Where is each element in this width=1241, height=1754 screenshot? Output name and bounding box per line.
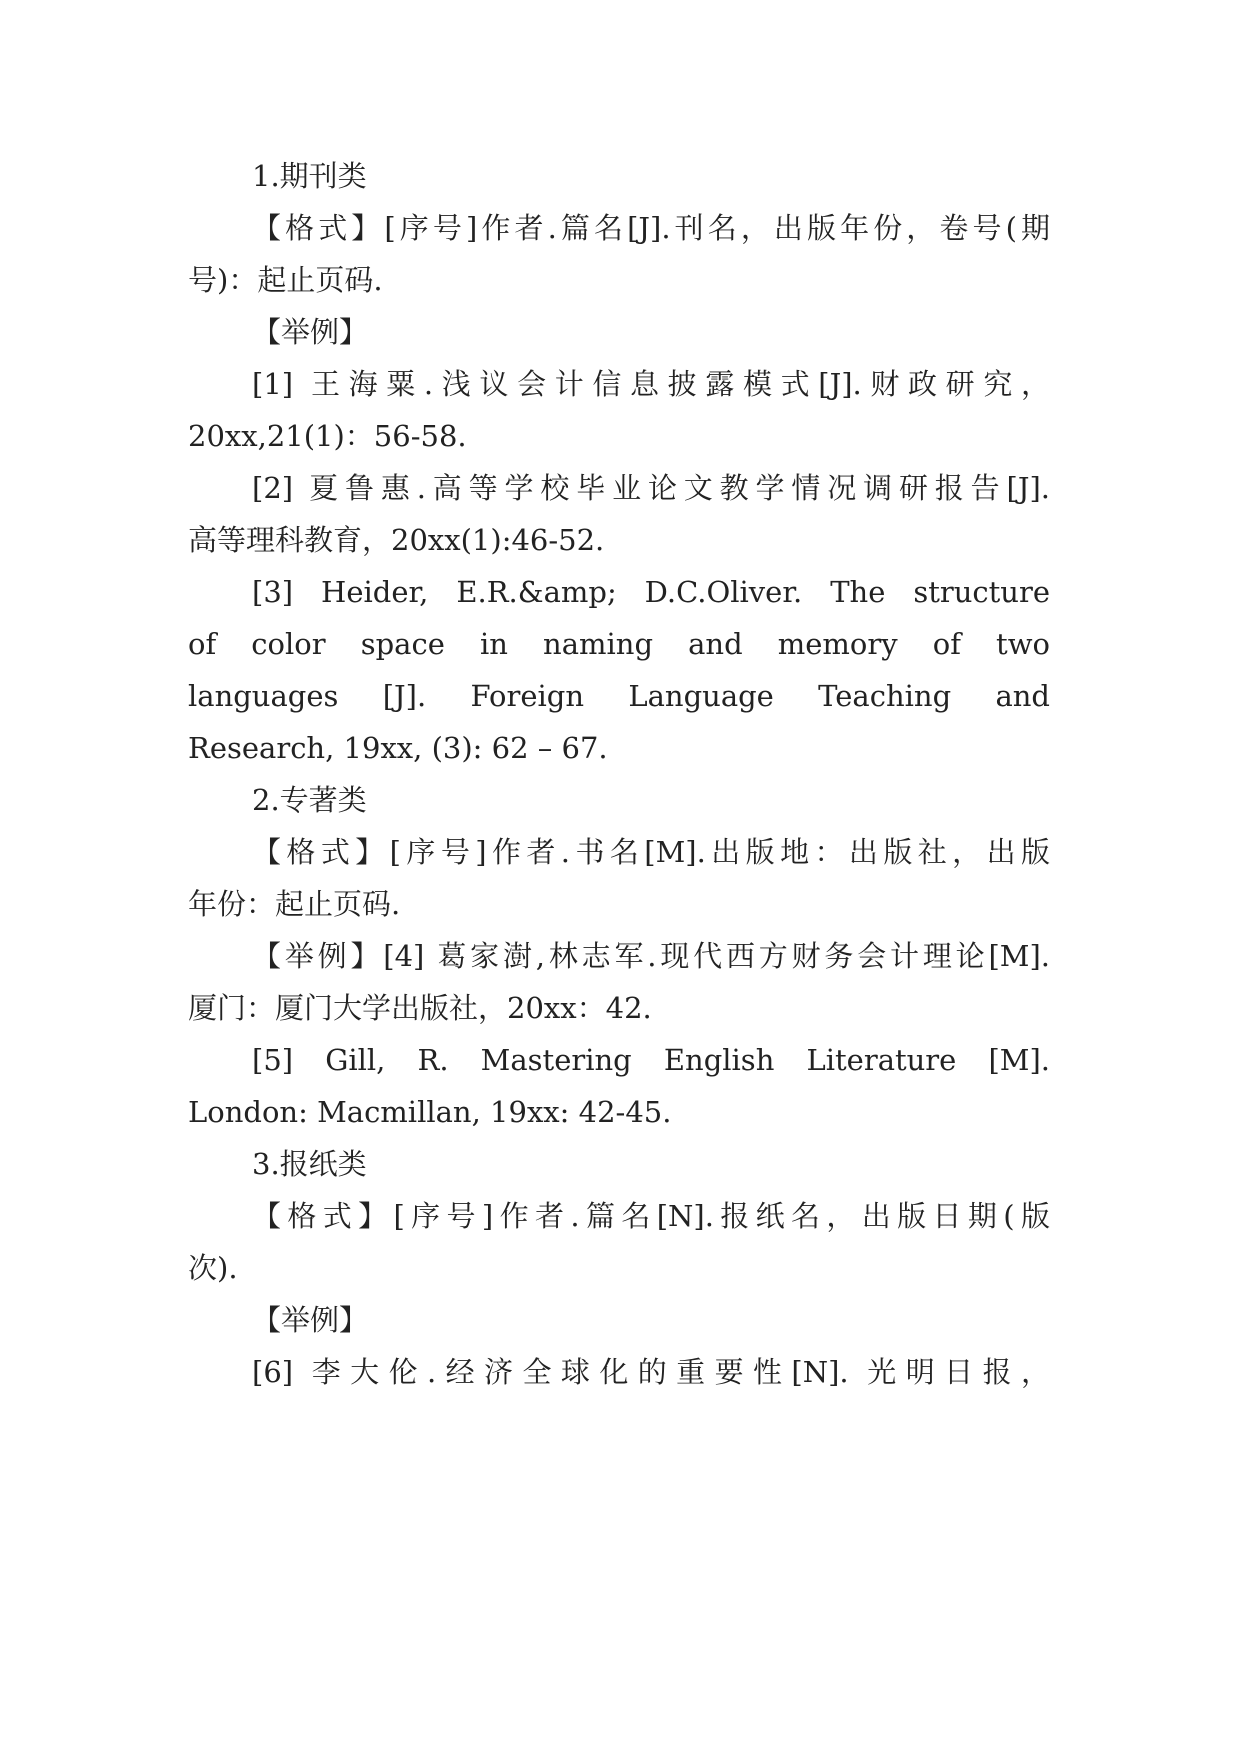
format-line: 【格式】[序号]作者.篇名[N].报纸名，出版日期(版 [252,1199,1050,1233]
reference-entry: 【举例】[4] 葛家澍,林志军.现代西方财务会计理论[M]. [252,939,1050,973]
reference-entry: 20xx,21(1)：56-58. [188,419,467,453]
section-heading-newspapers: 3.报纸类 [252,1147,367,1181]
section-heading-journals: 1.期刊类 [252,159,367,193]
reference-entry: [6] 李大伦.经济全球化的重要性[N]. 光明日报， [252,1355,1050,1389]
reference-entry: of color space in naming and memory of two [188,627,1050,661]
reference-entry: [2] 夏鲁惠.高等学校毕业论文教学情况调研报告[J]. [252,471,1050,505]
reference-entry: London: Macmillan, 19xx: 42-45. [188,1095,672,1129]
reference-entry: [1] 王海粟.浅议会计信息披露模式[J].财政研究， [252,367,1050,401]
reference-entry: 厦门：厦门大学出版社，20xx：42. [188,991,652,1025]
format-line: 【格式】[序号]作者.书名[M].出版地：出版社，出版 [252,835,1050,869]
reference-entry: [5] Gill, R. Mastering English Literature [M]. [252,1043,1050,1077]
format-line: 年份：起止页码. [188,887,401,921]
section-heading-monographs: 2.专著类 [252,783,367,817]
format-line: 号)：起止页码. [188,263,383,297]
reference-entry: Research, 19xx, (3): 62 – 67. [188,731,608,765]
format-line: 次). [188,1251,238,1285]
example-label: 【举例】 [252,315,369,349]
reference-entry: languages [J]. Foreign Language Teaching and [188,679,1050,713]
example-label: 【举例】 [252,1303,369,1337]
reference-entry: [3] Heider, E.R.&amp; D.C.Oliver. The structure [252,575,1050,609]
reference-entry: 高等理科教育，20xx(1):46-52. [188,523,605,557]
format-line: 【格式】[序号]作者.篇名[J].刊名，出版年份，卷号(期 [252,211,1050,245]
